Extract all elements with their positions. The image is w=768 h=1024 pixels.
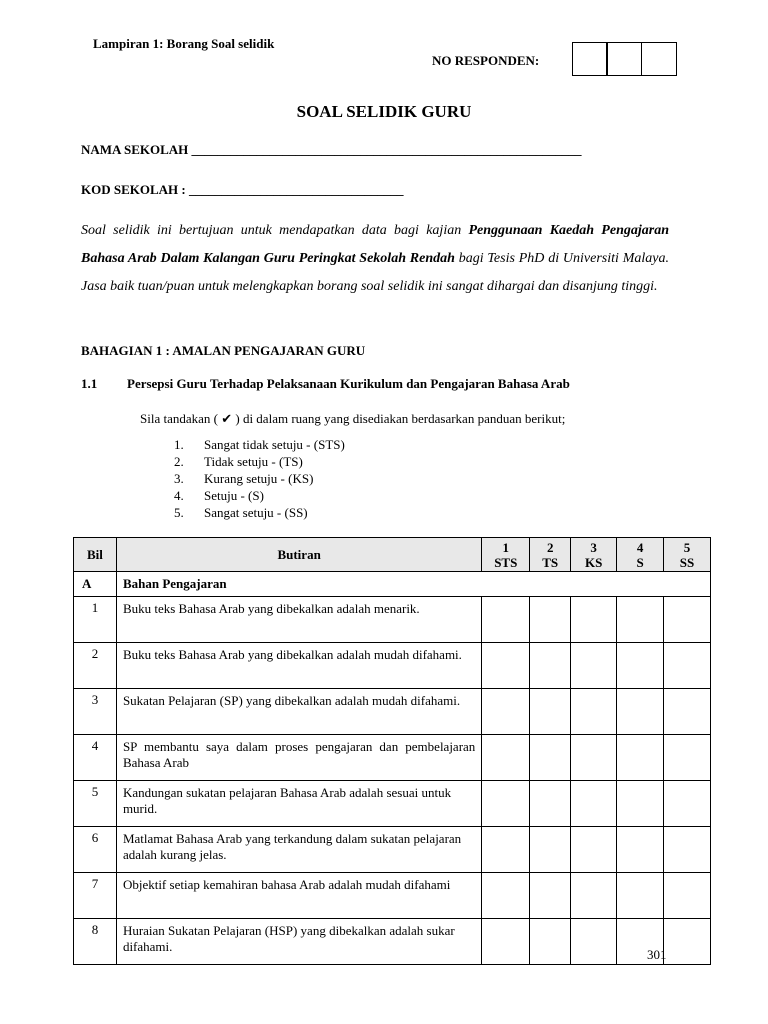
header-item: Butiran bbox=[116, 538, 481, 572]
header-sts: 1 STS bbox=[482, 538, 530, 572]
scale-item: 2. Tidak setuju - (TS) bbox=[174, 454, 303, 469]
document-title: SOAL SELIDIK GURU bbox=[296, 102, 472, 121]
row-statement: Sukatan Pelajaran (SP) yang dibekalkan adalah mudah difahami. bbox=[116, 689, 481, 735]
rating-cell-ks[interactable] bbox=[571, 689, 617, 735]
rating-cell-ks[interactable] bbox=[571, 735, 617, 781]
rating-cell-s[interactable] bbox=[617, 643, 664, 689]
rating-cell-ts[interactable] bbox=[530, 643, 571, 689]
rating-cell-ks[interactable] bbox=[571, 919, 617, 965]
row-number: 3 bbox=[74, 689, 117, 735]
row-number: 5 bbox=[74, 781, 117, 827]
row-number: 1 bbox=[74, 597, 117, 643]
row-statement: Kandungan sukatan pelajaran Bahasa Arab adalah sesuai untuk murid. bbox=[116, 781, 481, 827]
row-number: 8 bbox=[74, 919, 117, 965]
table-row bbox=[74, 873, 711, 919]
rating-cell-sts[interactable] bbox=[482, 597, 530, 643]
rating-cell-ts[interactable] bbox=[530, 827, 571, 873]
rating-cell-ts[interactable] bbox=[530, 781, 571, 827]
rating-cell-s[interactable] bbox=[617, 735, 664, 781]
respondent-digit-box[interactable] bbox=[641, 42, 677, 76]
rating-cell-ss[interactable] bbox=[664, 689, 711, 735]
rating-cell-ts[interactable] bbox=[530, 873, 571, 919]
rating-cell-sts[interactable] bbox=[482, 919, 530, 965]
subsection-number: 1.1 bbox=[81, 376, 98, 391]
table-row bbox=[74, 919, 711, 965]
group-title: Bahan Pengajaran bbox=[116, 572, 710, 597]
row-statement: Huraian Sukatan Pelajaran (HSP) yang dibekalkan adalah sukar difahami. bbox=[116, 919, 481, 965]
row-number: 4 bbox=[74, 735, 117, 781]
rating-cell-ks[interactable] bbox=[571, 873, 617, 919]
rating-cell-ss[interactable] bbox=[664, 873, 711, 919]
questionnaire-table bbox=[73, 537, 711, 965]
rating-cell-ks[interactable] bbox=[571, 643, 617, 689]
respondent-digit-box[interactable] bbox=[572, 42, 608, 76]
rating-cell-sts[interactable] bbox=[482, 873, 530, 919]
header-s: 4 S bbox=[617, 538, 664, 572]
table-row bbox=[74, 827, 711, 873]
rating-cell-s[interactable] bbox=[617, 827, 664, 873]
rating-cell-ss[interactable] bbox=[664, 735, 711, 781]
rating-cell-sts[interactable] bbox=[482, 827, 530, 873]
rating-cell-s[interactable] bbox=[617, 597, 664, 643]
rating-cell-ks[interactable] bbox=[571, 827, 617, 873]
page-number: 301 bbox=[647, 947, 667, 962]
header-ts: 2 TS bbox=[530, 538, 571, 572]
table-header-row bbox=[74, 538, 711, 572]
intro-text-1: Soal selidik ini bertujuan untuk mendapatkan data bagi kajian bbox=[81, 223, 469, 238]
row-statement: Buku teks Bahasa Arab yang dibekalkan adalah mudah difahami. bbox=[116, 643, 481, 689]
respondent-number-label: NO RESPONDEN: bbox=[432, 53, 540, 68]
rating-cell-ss[interactable] bbox=[664, 919, 711, 965]
respondent-number-boxes bbox=[573, 42, 677, 76]
intro-text-2: bagi Tesis PhD di Universiti Malaya. Jasa baik tuan/puan untuk melengkapkan borang soal selidik ini sangat dihargai dan disanjung tinggi. bbox=[81, 251, 669, 294]
rating-cell-ks[interactable] bbox=[571, 781, 617, 827]
respondent-digit-box[interactable] bbox=[606, 42, 642, 76]
intro-paragraph bbox=[81, 217, 669, 301]
header-ss: 5 SS bbox=[664, 538, 711, 572]
group-letter: A bbox=[74, 572, 117, 597]
instruction-text: Sila tandakan ( ✔ ) di dalam ruang yang disediakan berdasarkan panduan berikut; bbox=[140, 411, 566, 426]
rating-cell-s[interactable] bbox=[617, 873, 664, 919]
scale-item: 5. Sangat setuju - (SS) bbox=[174, 505, 308, 520]
row-number: 6 bbox=[74, 827, 117, 873]
scale-item: 1. Sangat tidak setuju - (STS) bbox=[174, 437, 345, 452]
rating-cell-ts[interactable] bbox=[530, 597, 571, 643]
rating-cell-ss[interactable] bbox=[664, 643, 711, 689]
rating-cell-ts[interactable] bbox=[530, 919, 571, 965]
table-row bbox=[74, 781, 711, 827]
rating-cell-s[interactable] bbox=[617, 781, 664, 827]
row-number: 2 bbox=[74, 643, 117, 689]
table-row bbox=[74, 643, 711, 689]
subsection-title: Persepsi Guru Terhadap Pelaksanaan Kurikulum dan Pengajaran Bahasa Arab bbox=[127, 376, 570, 391]
row-statement: Buku teks Bahasa Arab yang dibekalkan adalah menarik. bbox=[116, 597, 481, 643]
intro-study-title: Penggunaan Kaedah Pengajaran Bahasa Arab Dalam Kalangan Guru Peringkat Sekolah Rendah bbox=[81, 223, 669, 266]
rating-cell-s[interactable] bbox=[617, 689, 664, 735]
rating-cell-sts[interactable] bbox=[482, 781, 530, 827]
rating-cell-sts[interactable] bbox=[482, 735, 530, 781]
scale-item: 4. Setuju - (S) bbox=[174, 488, 264, 503]
group-row bbox=[74, 572, 711, 597]
row-number: 7 bbox=[74, 873, 117, 919]
appendix-label: Lampiran 1: Borang Soal selidik bbox=[93, 36, 275, 51]
header-bil: Bil bbox=[74, 538, 117, 572]
rating-cell-ss[interactable] bbox=[664, 597, 711, 643]
rating-cell-ts[interactable] bbox=[530, 735, 571, 781]
header-ks: 3 KS bbox=[571, 538, 617, 572]
rating-cell-ss[interactable] bbox=[664, 827, 711, 873]
section-title: BAHAGIAN 1 : AMALAN PENGAJARAN GURU bbox=[81, 343, 366, 358]
school-code-field[interactable]: KOD SEKOLAH : _________________________________ bbox=[81, 182, 404, 197]
rating-cell-ts[interactable] bbox=[530, 689, 571, 735]
row-statement: Objektif setiap kemahiran bahasa Arab adalah mudah difahami bbox=[116, 873, 481, 919]
row-statement: Matlamat Bahasa Arab yang terkandung dalam sukatan pelajaran adalah kurang jelas. bbox=[116, 827, 481, 873]
rating-scale-list bbox=[174, 436, 345, 521]
rating-cell-ks[interactable] bbox=[571, 597, 617, 643]
rating-cell-ss[interactable] bbox=[664, 781, 711, 827]
rating-cell-sts[interactable] bbox=[482, 643, 530, 689]
table-row bbox=[74, 689, 711, 735]
scale-item: 3. Kurang setuju - (KS) bbox=[174, 471, 314, 486]
table-row bbox=[74, 735, 711, 781]
table-row bbox=[74, 597, 711, 643]
row-statement: SP membantu saya dalam proses pengajaran dan pembelajaran Bahasa Arab bbox=[116, 735, 481, 781]
school-name-field[interactable]: NAMA SEKOLAH ____________________________________________________________ bbox=[81, 142, 582, 157]
rating-cell-sts[interactable] bbox=[482, 689, 530, 735]
